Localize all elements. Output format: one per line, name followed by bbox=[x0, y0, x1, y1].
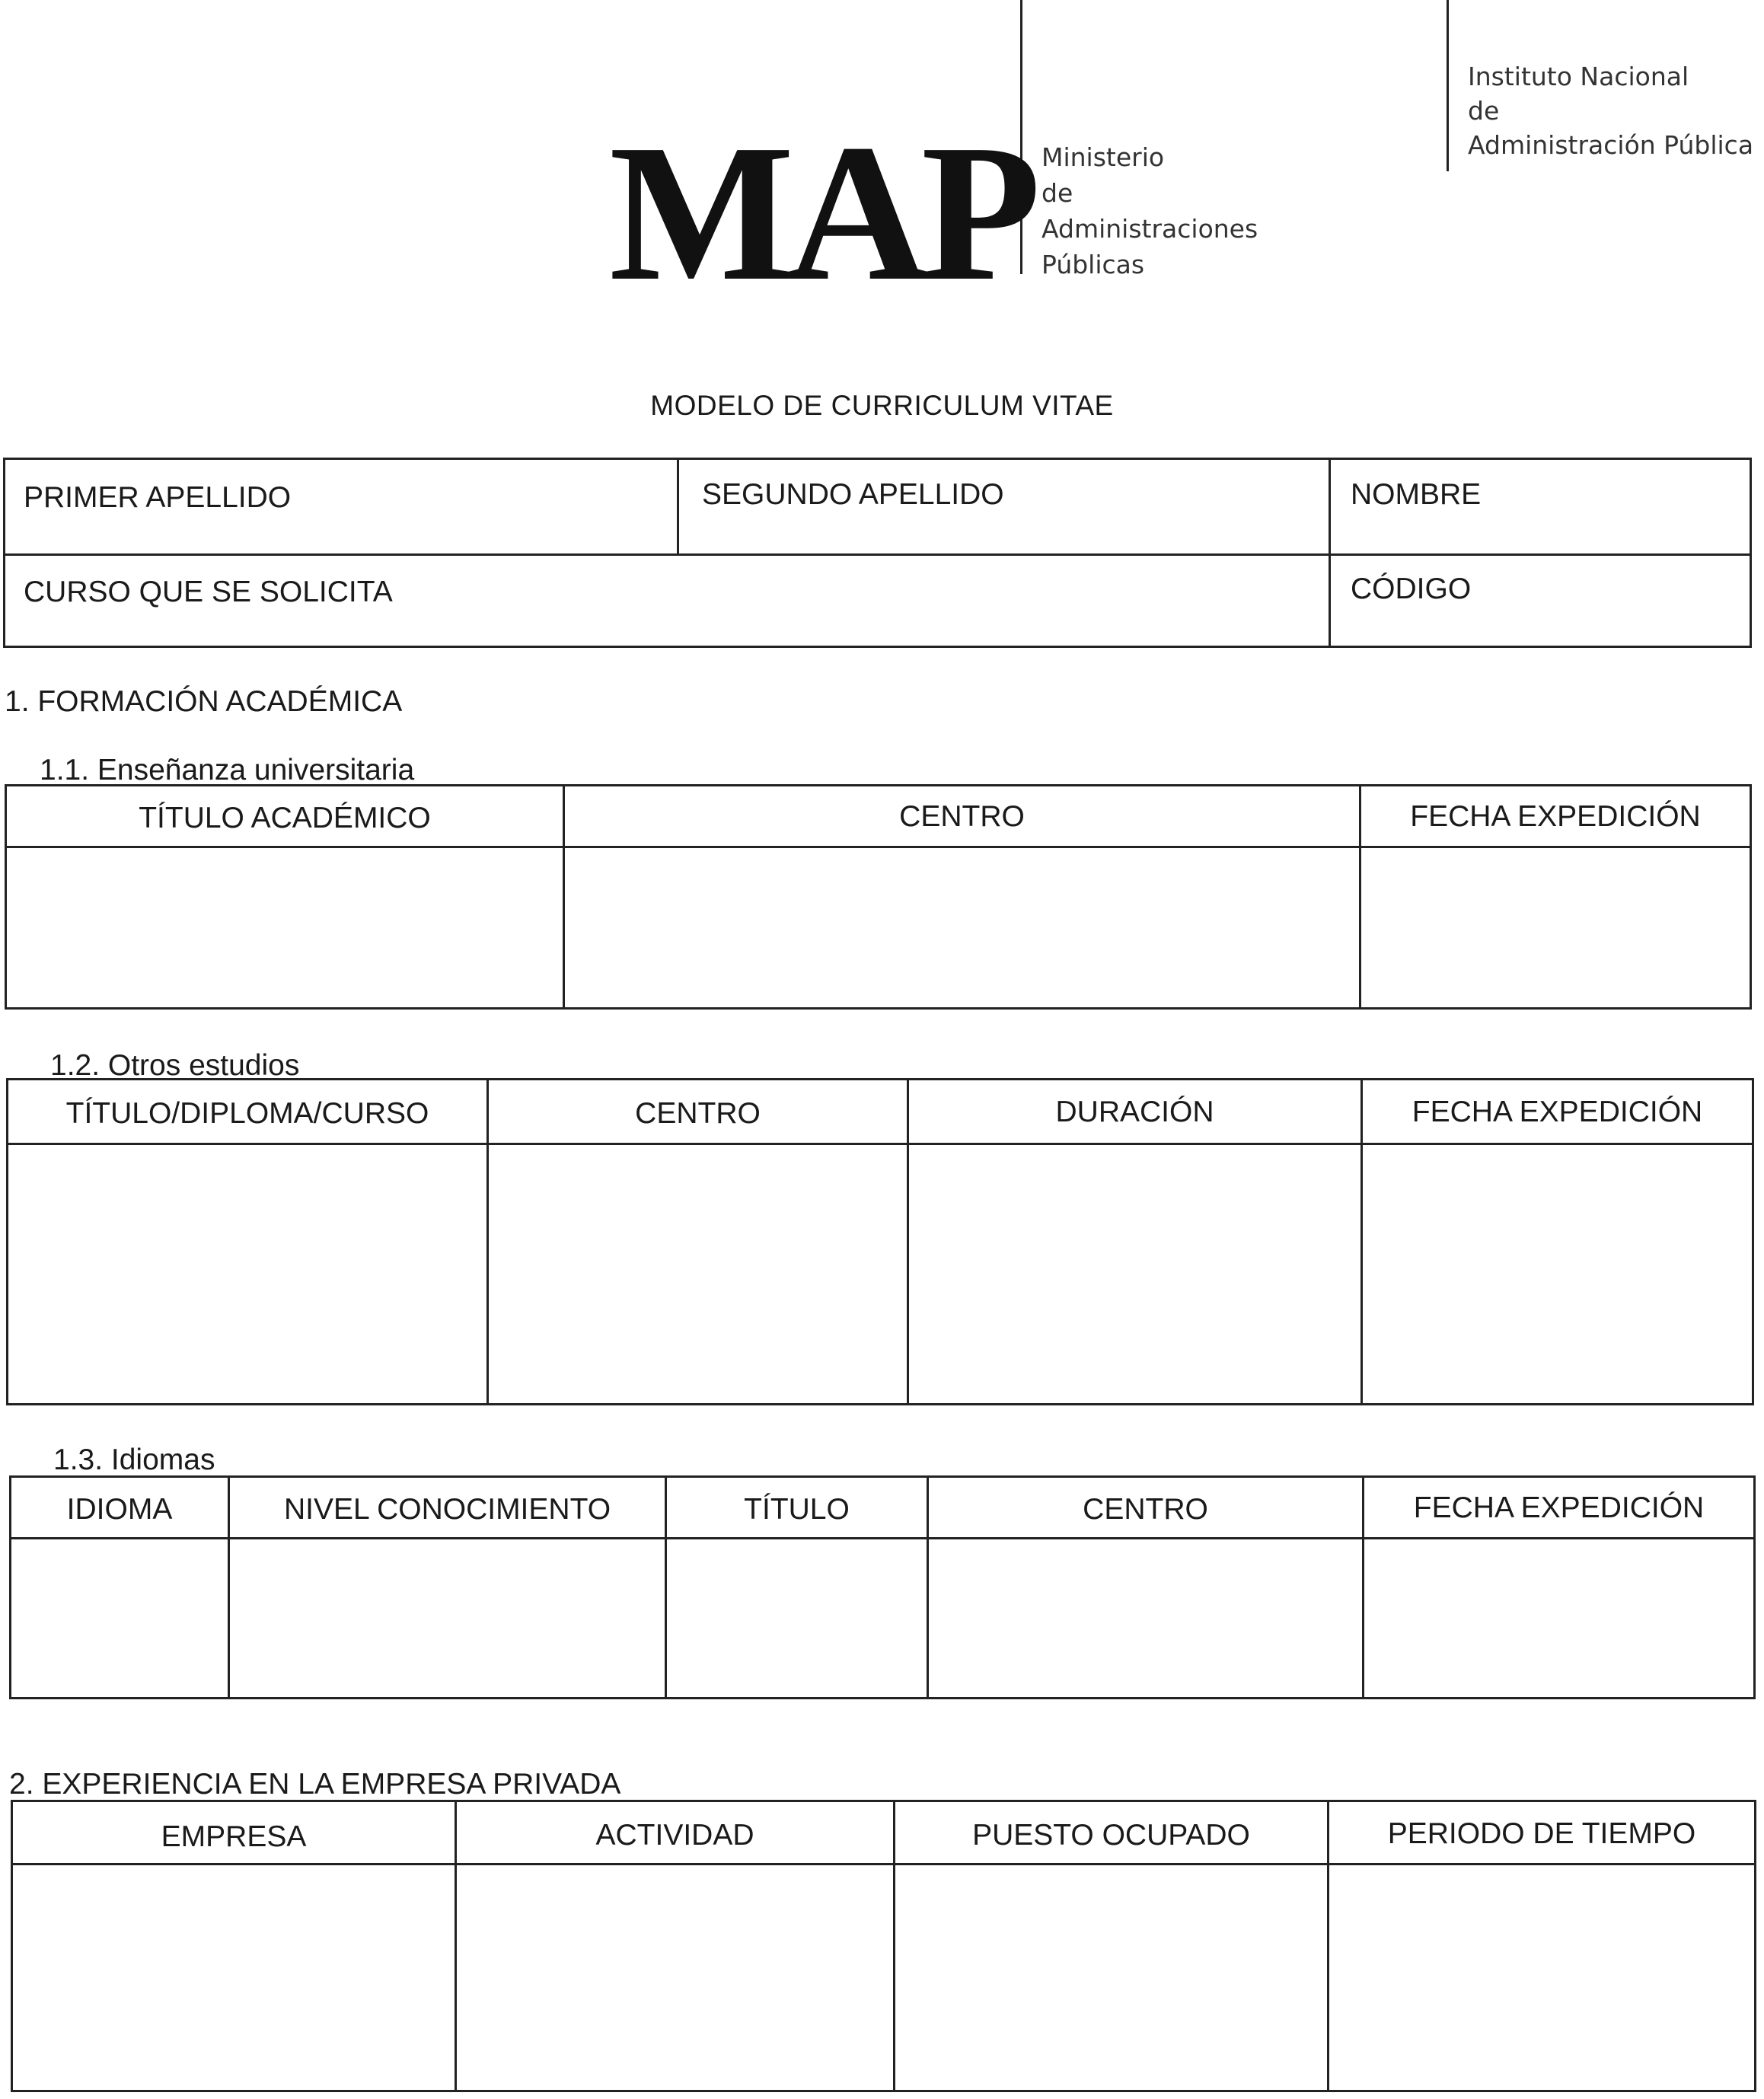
idiomas-cell[interactable] bbox=[667, 1539, 927, 1697]
ministry-line: Administraciones bbox=[1041, 214, 1258, 244]
ministry-line: Públicas bbox=[1041, 250, 1145, 279]
otros-cell[interactable] bbox=[1363, 1145, 1752, 1403]
idiomas-cell[interactable] bbox=[929, 1539, 1362, 1697]
header-divider-right bbox=[1447, 0, 1449, 171]
institute-line: Administración Pública bbox=[1468, 130, 1754, 160]
column-header-nivel-conocimiento: NIVEL CONOCIMIENTO bbox=[283, 1493, 611, 1526]
idiomas-table bbox=[9, 1475, 1756, 1699]
subsection-1-3-title: 1.3. Idiomas bbox=[53, 1443, 215, 1476]
codigo-label: CÓDIGO bbox=[1351, 573, 1472, 605]
universitaria-cell[interactable] bbox=[565, 848, 1359, 1007]
experiencia-table bbox=[11, 1800, 1756, 2092]
institute-name bbox=[1468, 59, 1753, 162]
column-header-actividad: ACTIVIDAD bbox=[595, 1819, 754, 1852]
experiencia-cell[interactable] bbox=[457, 1865, 893, 2090]
segundo-apellido-label: SEGUNDO APELLIDO bbox=[702, 478, 1004, 511]
map-logo: MAP bbox=[609, 104, 1034, 321]
column-header-centro: CENTRO bbox=[1083, 1493, 1208, 1526]
column-header-periodo-de-tiempo: PERIODO DE TIEMPO bbox=[1387, 1817, 1696, 1850]
column-header-idioma: IDIOMA bbox=[66, 1493, 173, 1526]
column-header-centro: CENTRO bbox=[899, 800, 1025, 833]
ministry-name bbox=[1041, 139, 1258, 282]
column-header-centro: CENTRO bbox=[635, 1097, 761, 1130]
idiomas-cell[interactable] bbox=[1364, 1539, 1753, 1697]
ministry-line: Ministerio bbox=[1041, 142, 1165, 172]
column-header-titulo-academico: TÍTULO ACADÉMICO bbox=[139, 802, 431, 834]
experiencia-cell[interactable] bbox=[13, 1865, 455, 2090]
nombre-label: NOMBRE bbox=[1351, 478, 1482, 511]
universitaria-cell[interactable] bbox=[7, 848, 563, 1007]
document-title: MODELO DE CURRICULUM VITAE bbox=[650, 390, 1114, 421]
otros-cell[interactable] bbox=[909, 1145, 1360, 1403]
institute-line: Instituto Nacional bbox=[1468, 62, 1689, 91]
universitaria-table bbox=[5, 784, 1752, 1010]
column-header-titulo: TÍTULO bbox=[744, 1493, 850, 1526]
section-2-title: 2. EXPERIENCIA EN LA EMPRESA PRIVADA bbox=[9, 1768, 621, 1801]
column-header-empresa: EMPRESA bbox=[161, 1820, 307, 1853]
column-header-duracion: DURACIÓN bbox=[1055, 1096, 1214, 1128]
column-header-fecha-expedicion: FECHA EXPEDICIÓN bbox=[1410, 800, 1701, 833]
subsection-1-2-title: 1.2. Otros estudios bbox=[50, 1049, 300, 1082]
codigo-field[interactable] bbox=[1331, 556, 1750, 646]
institute-line: de bbox=[1468, 96, 1500, 126]
subsection-1-1-title: 1.1. Enseñanza universitaria bbox=[40, 754, 415, 786]
column-header-fecha-expedicion: FECHA EXPEDICIÓN bbox=[1412, 1096, 1703, 1128]
column-header-titulo-diploma-curso: TÍTULO/DIPLOMA/CURSO bbox=[65, 1097, 429, 1130]
primer-apellido-label: PRIMER APELLIDO bbox=[24, 481, 292, 514]
universitaria-cell[interactable] bbox=[1361, 848, 1750, 1007]
otros-estudios-table bbox=[6, 1078, 1754, 1405]
otros-cell[interactable] bbox=[489, 1145, 907, 1403]
curso-field[interactable] bbox=[5, 556, 1329, 646]
experiencia-cell[interactable] bbox=[895, 1865, 1327, 2090]
column-header-fecha-expedicion: FECHA EXPEDICIÓN bbox=[1413, 1491, 1705, 1524]
idiomas-cell[interactable] bbox=[11, 1539, 228, 1697]
nombre-field[interactable] bbox=[1331, 460, 1750, 553]
otros-cell[interactable] bbox=[8, 1145, 486, 1403]
section-1-title: 1. FORMACIÓN ACADÉMICA bbox=[5, 685, 403, 718]
column-header-puesto-ocupado: PUESTO OCUPADO bbox=[972, 1819, 1250, 1852]
primer-apellido-field[interactable] bbox=[5, 460, 677, 553]
segundo-apellido-field[interactable] bbox=[679, 460, 1329, 553]
personal-data-box bbox=[3, 458, 1752, 648]
ministry-line: de bbox=[1041, 178, 1073, 208]
idiomas-cell[interactable] bbox=[230, 1539, 665, 1697]
curso-label: CURSO QUE SE SOLICITA bbox=[24, 576, 393, 608]
experiencia-cell[interactable] bbox=[1329, 1865, 1754, 2090]
